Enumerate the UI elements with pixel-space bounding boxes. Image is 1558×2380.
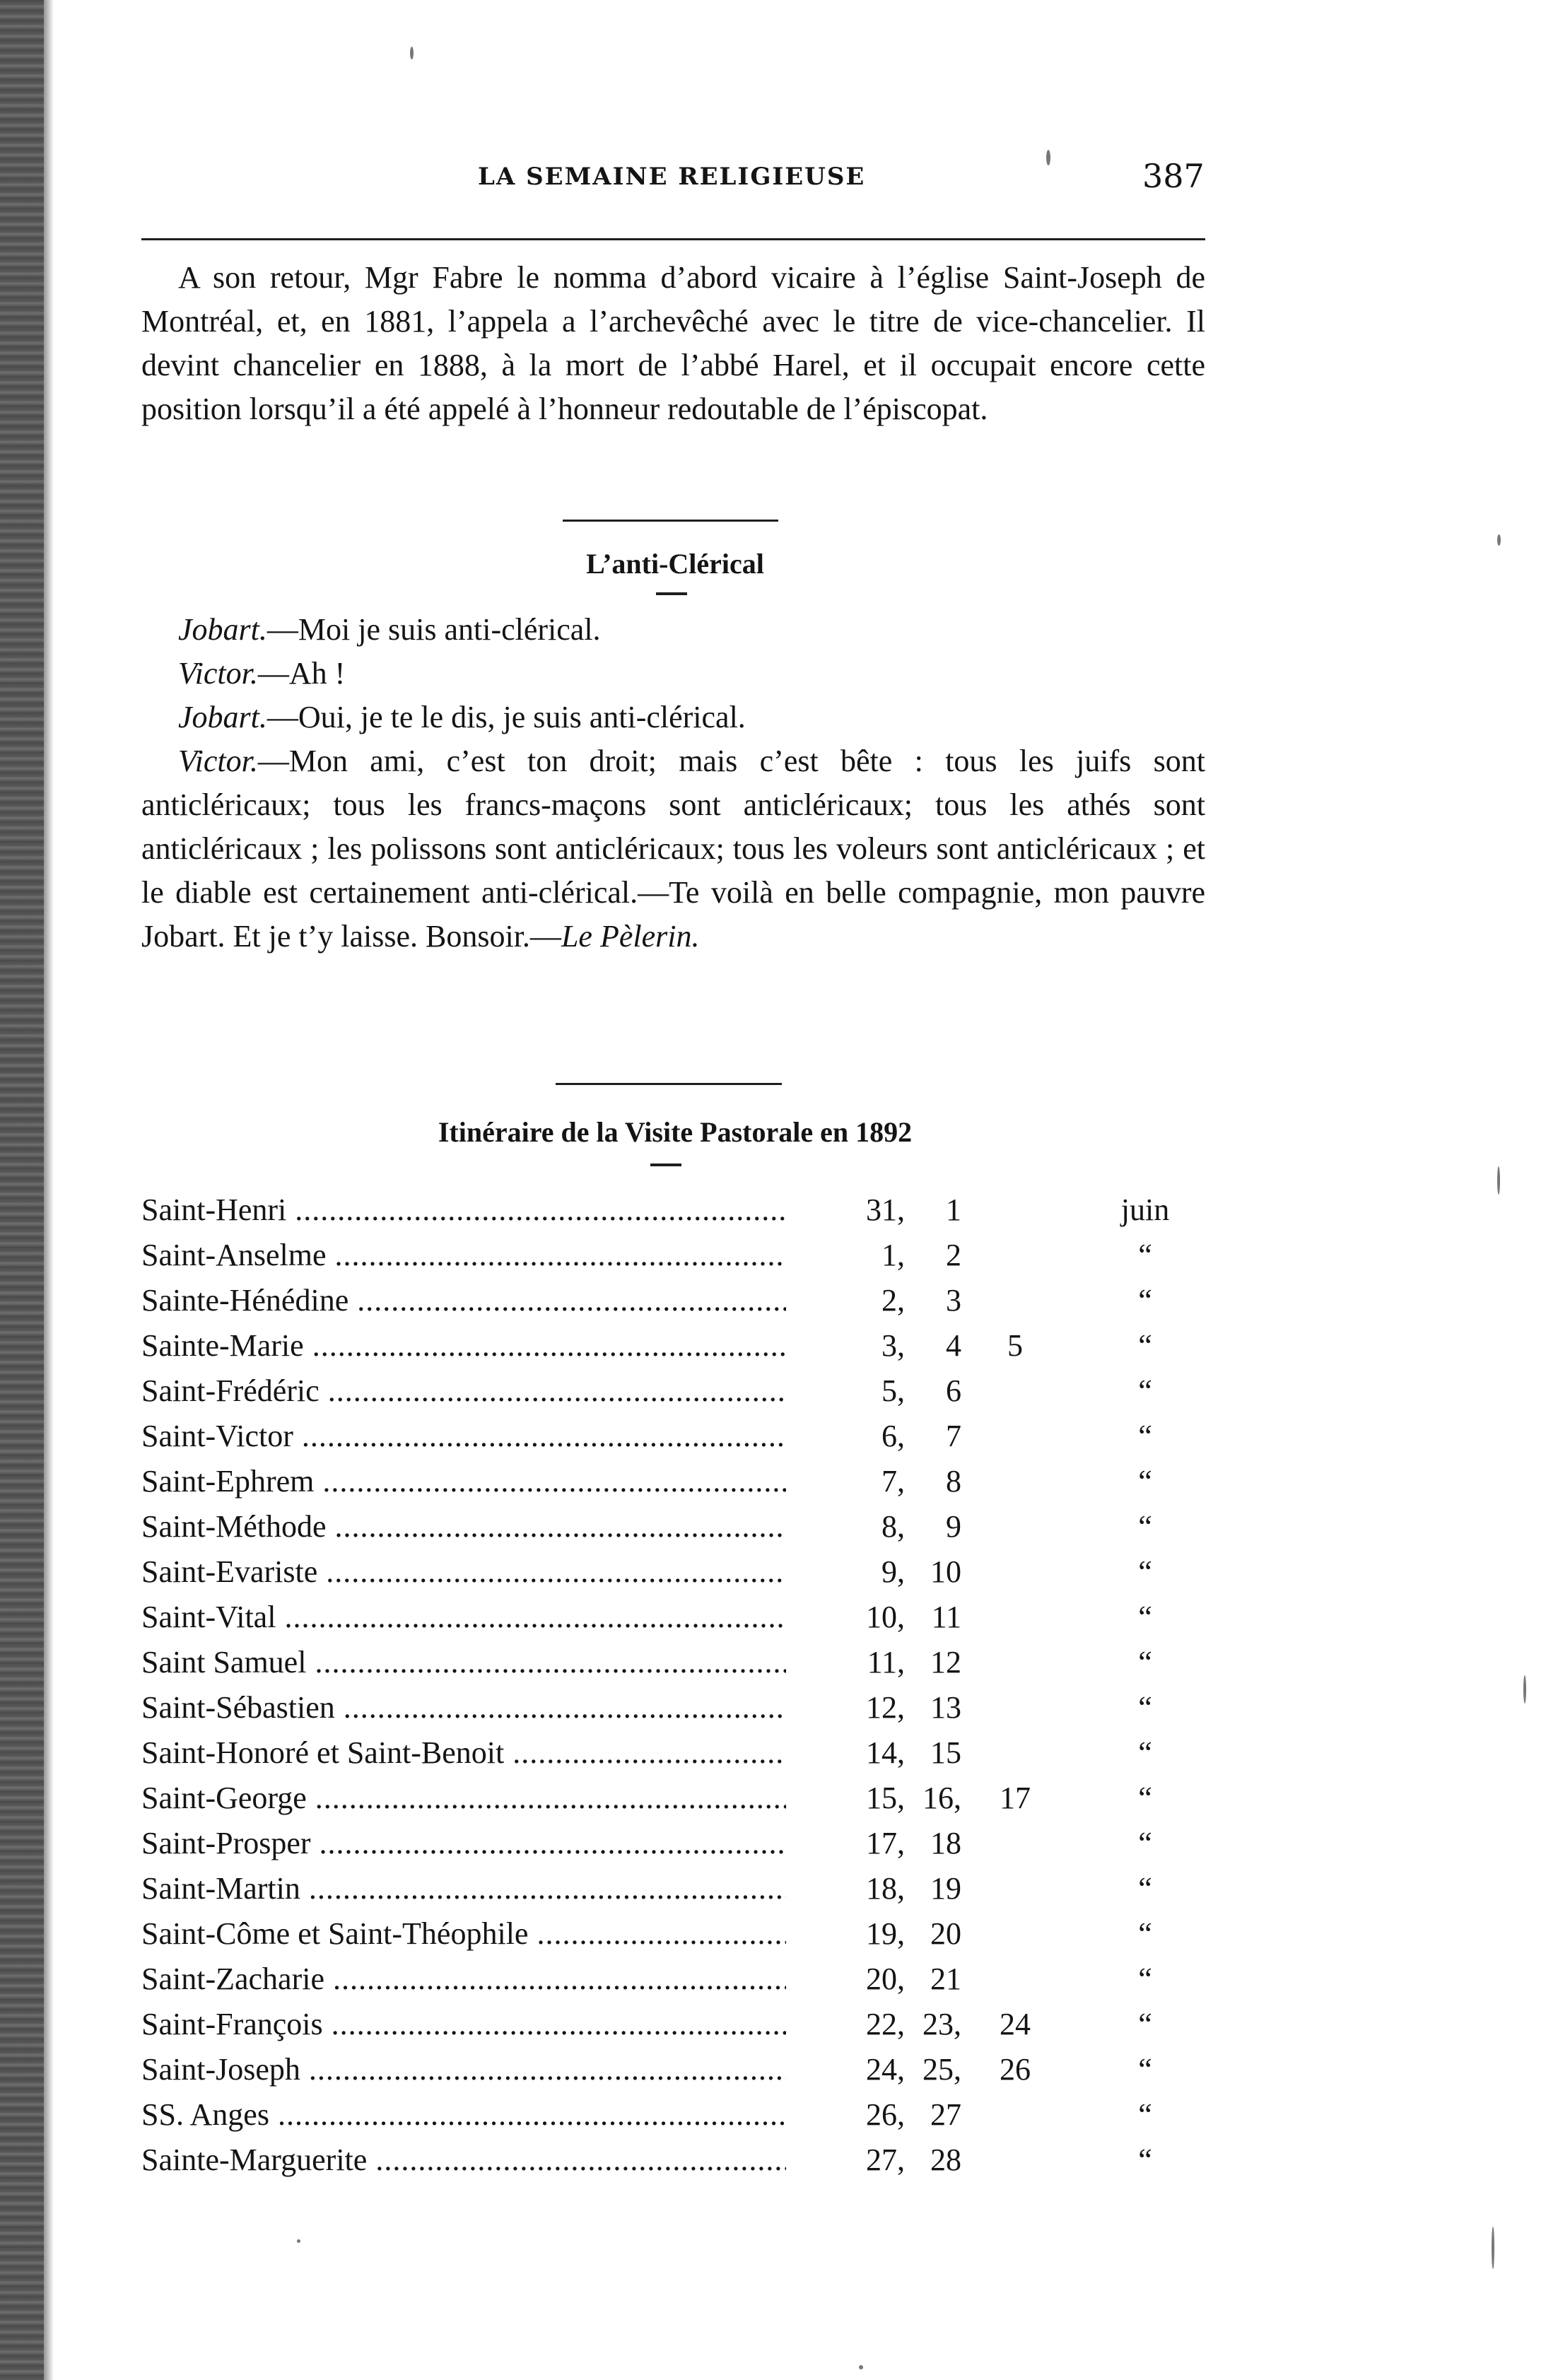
second-date: 4 — [946, 1328, 961, 1363]
anticlerical-title: L’anti-Clérical — [586, 548, 764, 580]
first-date: 3, — [882, 1328, 905, 1363]
itinerary-row — [141, 1916, 1205, 1961]
parish-name: Sainte-Marguerite ..... — [141, 2142, 786, 2178]
first-date: 10, — [866, 1600, 905, 1634]
itinerary-row — [141, 2097, 1205, 2142]
dialogue — [141, 608, 1205, 959]
line-text: —Ah ! — [257, 656, 346, 691]
second-date: 23, — [922, 2007, 961, 2041]
parish-name: Saint-Méthode ..... — [141, 1508, 786, 1544]
month: “ — [1138, 1781, 1152, 1815]
second-date: 25, — [922, 2052, 961, 2087]
second-date: 18 — [930, 1826, 961, 1860]
third-date: 5 — [1007, 1328, 1023, 1363]
second-date: 20 — [930, 1916, 961, 1951]
parish-name: Saint-Anselme ..... — [141, 1237, 786, 1273]
month: “ — [1138, 1373, 1152, 1408]
first-date: 5, — [882, 1373, 905, 1408]
scan-speck — [410, 47, 414, 59]
header-rule — [141, 238, 1205, 240]
dialogue-line — [141, 696, 1205, 739]
month: “ — [1138, 1871, 1152, 1906]
second-date: 27 — [930, 2097, 961, 2132]
parish-name: Sainte-Hénédine ..... — [141, 1282, 786, 1318]
itinerary-table — [141, 1192, 1205, 2187]
second-date: 21 — [930, 1962, 961, 1996]
dialogue-line — [141, 608, 1205, 652]
first-date: 1, — [882, 1238, 905, 1272]
first-date: 22, — [866, 2007, 905, 2041]
month: “ — [1138, 1464, 1152, 1499]
speaker: Jobart. — [178, 612, 267, 647]
month: “ — [1138, 2007, 1152, 2041]
second-date: 11 — [931, 1600, 961, 1634]
first-date: 8, — [882, 1509, 905, 1544]
parish-name: Sainte-Marie ..... — [141, 1327, 786, 1364]
itinerary-row — [141, 1825, 1205, 1870]
intro-paragraph — [141, 256, 1205, 431]
first-date: 27, — [866, 2142, 905, 2177]
itinerary-row — [141, 1237, 1205, 1282]
parish-name: Saint-Honoré et Saint-Benoit ..... — [141, 1735, 786, 1771]
line-text: —Mon ami, c’est ton droit; mais c’est bête : tous les juifs sont anticléricaux; tous les francs-maçons sont anticléricaux; tous les athés sont anticléricaux ; les polissons sont anticléricaux; tous les voleurs sont anticléricaux ; et le diable est certainement anti-clérical.—Te voilà en belle compagnie, mon pauvre Jobart. Et je t’y laisse. Bonsoir.— — [141, 744, 1205, 954]
month: “ — [1138, 1962, 1152, 1996]
parish-name: Saint-Henri ..... — [141, 1192, 786, 1228]
itinerary-row — [141, 1282, 1205, 1327]
section-divider — [556, 1083, 782, 1085]
first-date: 17, — [866, 1826, 905, 1860]
second-date: 19 — [930, 1871, 961, 1906]
itinerary-row — [141, 1961, 1205, 2006]
parish-name: Saint-Evariste ..... — [141, 1554, 786, 1590]
page-number: 387 — [1142, 157, 1205, 195]
second-date: 8 — [946, 1464, 961, 1499]
book-spine-edge — [44, 0, 54, 2380]
first-date: 14, — [866, 1735, 905, 1770]
second-date: 28 — [930, 2142, 961, 2177]
scan-speck — [1492, 2227, 1494, 2269]
itinerary-row — [141, 1192, 1205, 1237]
scan-speck — [859, 2365, 863, 2369]
parish-name: Saint-George ..... — [141, 1780, 786, 1816]
book-spine-shadow — [0, 0, 44, 2380]
first-date: 24, — [866, 2052, 905, 2087]
itinerary-row — [141, 1689, 1205, 1735]
second-date: 12 — [930, 1645, 961, 1680]
month: “ — [1138, 1554, 1152, 1589]
itinerary-title: Itinéraire de la Visite Pastorale en 1892 — [438, 1116, 913, 1148]
month: “ — [1138, 1283, 1152, 1318]
itinerary-row — [141, 2006, 1205, 2051]
first-date: 18, — [866, 1871, 905, 1906]
first-date: 26, — [866, 2097, 905, 2132]
month: juin — [1120, 1192, 1170, 1227]
third-date: 24 — [1000, 2007, 1031, 2041]
scan-speck — [1497, 534, 1501, 546]
parish-name: Saint-François ..... — [141, 2006, 786, 2042]
first-date: 20, — [866, 1962, 905, 1996]
first-date: 11, — [867, 1645, 905, 1680]
month: “ — [1138, 1238, 1152, 1272]
source-credit: Le Pèlerin. — [561, 919, 700, 954]
second-date: 15 — [930, 1735, 961, 1770]
dialogue-line — [141, 739, 1205, 959]
parish-name: Saint-Sébastien ..... — [141, 1689, 786, 1725]
month: “ — [1138, 1419, 1152, 1453]
itinerary-row — [141, 1508, 1205, 1554]
section-divider — [563, 520, 778, 522]
third-date: 26 — [1000, 2052, 1031, 2087]
parish-name: Saint-Ephrem ..... — [141, 1463, 786, 1499]
month: “ — [1138, 2142, 1152, 2177]
month: “ — [1138, 1690, 1152, 1725]
itinerary-row — [141, 1644, 1205, 1689]
dialogue-line — [141, 652, 1205, 696]
itinerary-row — [141, 2051, 1205, 2097]
month: “ — [1138, 1826, 1152, 1860]
month: “ — [1138, 1509, 1152, 1544]
itinerary-row — [141, 1780, 1205, 1825]
intro-text: A son retour, Mgr Fabre le nomma d’abord vicaire à l’église Saint-Joseph de Montréal, et, en 1881, l’appela a l’archevêché avec le titre de vice-chancelier. Il devint chancelier en 1888, à la mort de l’abbé Harel, et il occupait encore cette position lorsqu’il a été appelé à l’honneur redoutable de l’épiscopat. — [141, 260, 1205, 426]
month: “ — [1138, 1645, 1152, 1680]
scan-speck — [297, 2239, 300, 2243]
second-date: 9 — [946, 1509, 961, 1544]
first-date: 6, — [882, 1419, 905, 1453]
first-date: 12, — [866, 1690, 905, 1725]
itinerary-row — [141, 1418, 1205, 1463]
first-date: 31, — [866, 1192, 905, 1227]
itinerary-row — [141, 2142, 1205, 2187]
third-date: 17 — [1000, 1781, 1031, 1815]
second-date: 10 — [930, 1554, 961, 1589]
scan-speck — [1497, 1166, 1500, 1195]
itinerary-row — [141, 1373, 1205, 1418]
first-date: 19, — [866, 1916, 905, 1951]
line-text: —Oui, je te le dis, je suis anti-clérical. — [266, 700, 746, 734]
running-head: LA SEMAINE RELIGIEUSE — [478, 163, 866, 191]
speaker: Victor. — [178, 744, 258, 778]
itinerary-row — [141, 1327, 1205, 1373]
second-date: 1 — [946, 1192, 961, 1227]
month: “ — [1138, 1600, 1152, 1634]
line-text: —Moi je suis anti-clérical. — [266, 612, 601, 647]
month: “ — [1138, 2052, 1152, 2087]
parish-name: Saint-Joseph ..... — [141, 2051, 786, 2087]
month: “ — [1138, 1916, 1152, 1951]
scan-speck — [1046, 150, 1050, 165]
first-date: 15, — [866, 1781, 905, 1815]
parish-name: Saint-Martin ..... — [141, 1870, 786, 1906]
parish-name: SS. Anges ..... — [141, 2097, 786, 2133]
parish-name: Saint-Vital ..... — [141, 1599, 786, 1635]
speaker: Victor. — [178, 656, 258, 691]
first-date: 2, — [882, 1283, 905, 1318]
second-date: 2 — [946, 1238, 961, 1272]
parish-name: Saint-Frédéric ..... — [141, 1373, 786, 1409]
title-dash — [650, 1163, 681, 1166]
itinerary-row — [141, 1463, 1205, 1508]
itinerary-row — [141, 1870, 1205, 1916]
scan-speck — [1523, 1675, 1526, 1704]
parish-name: Saint-Côme et Saint-Théophile ..... — [141, 1916, 786, 1952]
itinerary-row — [141, 1735, 1205, 1780]
second-date: 16, — [922, 1781, 961, 1815]
second-date: 3 — [946, 1283, 961, 1318]
second-date: 7 — [946, 1419, 961, 1453]
first-date: 9, — [882, 1554, 905, 1589]
parish-name: Saint Samuel ..... — [141, 1644, 786, 1680]
month: “ — [1138, 1328, 1152, 1363]
speaker: Jobart. — [178, 700, 267, 734]
first-date: 7, — [882, 1464, 905, 1499]
month: “ — [1138, 2097, 1152, 2132]
month: “ — [1138, 1735, 1152, 1770]
itinerary-row — [141, 1599, 1205, 1644]
parish-name: Saint-Prosper ..... — [141, 1825, 786, 1861]
second-date: 13 — [930, 1690, 961, 1725]
second-date: 6 — [946, 1373, 961, 1408]
parish-name: Saint-Victor ..... — [141, 1418, 786, 1454]
itinerary-row — [141, 1554, 1205, 1599]
parish-name: Saint-Zacharie ..... — [141, 1961, 786, 1997]
title-dash — [656, 592, 687, 595]
